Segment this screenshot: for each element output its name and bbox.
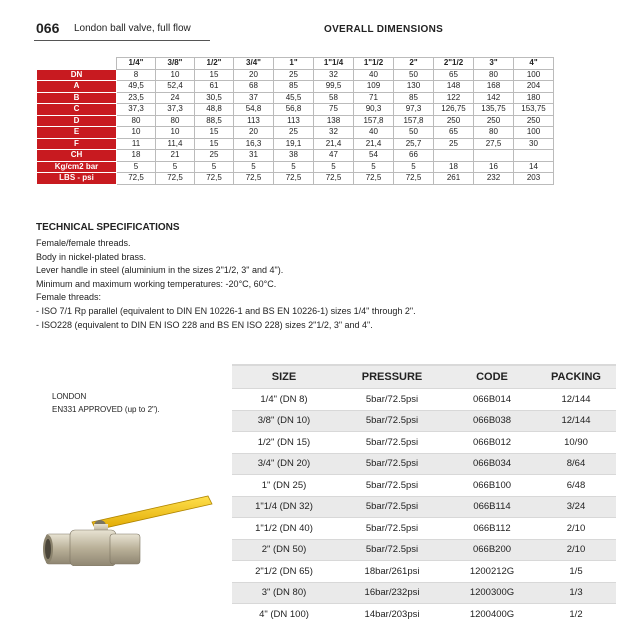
dimension-cell: 40 xyxy=(354,127,394,139)
dimension-cell: 80 xyxy=(474,127,514,139)
dimension-cell: 72,5 xyxy=(117,173,156,185)
pressure-cell: 5bar/72.5psi xyxy=(336,539,448,561)
dimension-cell: 16 xyxy=(474,161,514,173)
dimension-cell: 20 xyxy=(234,127,274,139)
dimension-cell xyxy=(434,150,474,162)
dimension-cell: 80 xyxy=(156,115,195,127)
table-row xyxy=(232,561,616,583)
code-cell: 1200300G xyxy=(448,582,536,604)
dimension-cell: 45,5 xyxy=(274,92,314,104)
code-cell: 1200212G xyxy=(448,561,536,583)
dimension-cell: 56,8 xyxy=(274,104,314,116)
dimension-cell: 204 xyxy=(514,81,554,93)
size-cell: 3/4" (DN 20) xyxy=(232,453,336,475)
dimension-cell: 19,1 xyxy=(274,138,314,150)
dimension-cell: 232 xyxy=(474,173,514,185)
dimension-cell: 142 xyxy=(474,92,514,104)
packing-cell: 12/144 xyxy=(536,389,616,411)
packing-cell: 8/64 xyxy=(536,453,616,475)
table-row xyxy=(232,496,616,518)
approval-note-line: EN331 APPROVED (up to 2"). xyxy=(52,405,160,414)
size-cell: 3" (DN 80) xyxy=(232,582,336,604)
dimension-cell: 25 xyxy=(274,69,314,81)
dimension-cell xyxy=(474,150,514,162)
spec-line: Lever handle in steel (aluminium in the sizes 2"1/2, 3" and 4"). xyxy=(36,265,284,276)
pressure-cell: 5bar/72.5psi xyxy=(336,389,448,411)
dimension-cell: 66 xyxy=(394,150,434,162)
dimension-row-label: E xyxy=(37,127,117,139)
table-row xyxy=(232,389,616,411)
dimension-cell: 72,5 xyxy=(394,173,434,185)
dimension-cell: 20 xyxy=(234,69,274,81)
dimension-cell: 72,5 xyxy=(274,173,314,185)
dimension-cell: 25,7 xyxy=(394,138,434,150)
dimension-cell: 75 xyxy=(314,104,354,116)
technical-specifications-title: TECHNICAL SPECIFICATIONS xyxy=(36,222,180,233)
dimension-size-header: 1" xyxy=(274,58,314,70)
dimension-cell: 14 xyxy=(514,161,554,173)
dimension-cell: 5 xyxy=(394,161,434,173)
packing-cell: 1/3 xyxy=(536,582,616,604)
size-cell: 1"1/2 (DN 40) xyxy=(232,518,336,540)
size-cell: 3/8" (DN 10) xyxy=(232,410,336,432)
column-header-pressure: PRESSURE xyxy=(336,365,448,389)
dimension-cell: 37,3 xyxy=(156,104,195,116)
dimension-cell: 130 xyxy=(394,81,434,93)
dimension-cell: 68 xyxy=(234,81,274,93)
dimension-cell: 65 xyxy=(434,127,474,139)
dimensions-corner-cell xyxy=(37,58,117,70)
pressure-cell: 5bar/72.5psi xyxy=(336,410,448,432)
dimension-cell: 80 xyxy=(474,69,514,81)
dimension-cell: 72,5 xyxy=(156,173,195,185)
pressure-cell: 5bar/72.5psi xyxy=(336,518,448,540)
dimension-size-header: 1/4" xyxy=(117,58,156,70)
dimension-cell: 72,5 xyxy=(195,173,234,185)
code-cell: 066B114 xyxy=(448,496,536,518)
dimension-cell: 21,4 xyxy=(314,138,354,150)
packing-cell: 2/10 xyxy=(536,539,616,561)
column-header-size: SIZE xyxy=(232,365,336,389)
dimension-cell: 15 xyxy=(195,138,234,150)
pressure-cell: 5bar/72.5psi xyxy=(336,432,448,454)
dimension-cell: 37,3 xyxy=(117,104,156,116)
dimension-size-header: 4" xyxy=(514,58,554,70)
dimension-cell: 5 xyxy=(354,161,394,173)
dimension-cell: 48,8 xyxy=(195,104,234,116)
dimension-cell: 18 xyxy=(434,161,474,173)
dimension-cell: 157,8 xyxy=(394,115,434,127)
size-cell: 1/2" (DN 15) xyxy=(232,432,336,454)
pressure-cell: 5bar/72.5psi xyxy=(336,453,448,475)
dimension-size-header: 2"1/2 xyxy=(434,58,474,70)
pressure-cell: 14bar/203psi xyxy=(336,604,448,625)
header-rule xyxy=(34,40,210,41)
code-cell: 066B012 xyxy=(448,432,536,454)
dimension-cell: 24 xyxy=(156,92,195,104)
table-row xyxy=(232,410,616,432)
dimension-cell: 5 xyxy=(234,161,274,173)
dimension-cell: 11 xyxy=(117,138,156,150)
size-cell: 1" (DN 25) xyxy=(232,475,336,497)
dimension-cell: 30 xyxy=(514,138,554,150)
dimension-cell: 61 xyxy=(195,81,234,93)
spec-line: - ISO228 (equivalent to DIN EN ISO 228 and BS EN ISO 228) sizes 2"1/2, 3" and 4". xyxy=(36,319,373,330)
size-cell: 4" (DN 100) xyxy=(232,604,336,625)
pressure-cell: 5bar/72.5psi xyxy=(336,496,448,518)
product-subtitle: London ball valve, full flow xyxy=(74,23,191,34)
dimension-cell: 30,5 xyxy=(195,92,234,104)
size-cell: 2"1/2 (DN 65) xyxy=(232,561,336,583)
dimension-cell: 99,5 xyxy=(314,81,354,93)
code-cell: 066B034 xyxy=(448,453,536,475)
dimension-cell: 50 xyxy=(394,127,434,139)
dimension-cell: 32 xyxy=(314,127,354,139)
dimension-cell: 250 xyxy=(474,115,514,127)
code-cell: 066B112 xyxy=(448,518,536,540)
dimension-cell: 65 xyxy=(434,69,474,81)
table-row xyxy=(232,582,616,604)
code-cell: 066B100 xyxy=(448,475,536,497)
dimensions-header-row xyxy=(37,58,554,70)
dimension-cell: 180 xyxy=(514,92,554,104)
dimension-cell: 100 xyxy=(514,69,554,81)
dimension-cell: 85 xyxy=(394,92,434,104)
dimension-size-header: 3/4" xyxy=(234,58,274,70)
dimension-row-label: DN xyxy=(37,69,117,81)
dimension-cell: 54,8 xyxy=(234,104,274,116)
dimension-cell: 153,75 xyxy=(514,104,554,116)
dimension-row xyxy=(37,69,554,81)
dimension-cell: 5 xyxy=(117,161,156,173)
dimension-size-header: 3" xyxy=(474,58,514,70)
dimension-cell: 54 xyxy=(354,150,394,162)
code-cell: 066B200 xyxy=(448,539,536,561)
dimension-row-label: F xyxy=(37,138,117,150)
dimension-cell: 16,3 xyxy=(234,138,274,150)
dimensions-table xyxy=(36,57,554,185)
dimension-cell: 122 xyxy=(434,92,474,104)
dimension-row-label: C xyxy=(37,104,117,116)
dimension-cell: 10 xyxy=(156,69,195,81)
dimension-row xyxy=(37,92,554,104)
dimension-cell: 80 xyxy=(117,115,156,127)
dimension-cell: 71 xyxy=(354,92,394,104)
dimension-cell: 113 xyxy=(274,115,314,127)
dimension-cell: 21,4 xyxy=(354,138,394,150)
spec-line: Female/female threads. xyxy=(36,238,131,248)
dimension-cell: 52,4 xyxy=(156,81,195,93)
packing-cell: 12/144 xyxy=(536,410,616,432)
dimension-cell: 38 xyxy=(274,150,314,162)
spec-line: Minimum and maximum working temperatures: -20°C, 60°C. xyxy=(36,278,277,289)
dimension-row-label: A xyxy=(37,81,117,93)
dimension-size-header: 3/8" xyxy=(156,58,195,70)
dimension-cell: 49,5 xyxy=(117,81,156,93)
column-header-packing: PACKING xyxy=(536,365,616,389)
product-table xyxy=(232,364,616,625)
dimension-cell: 109 xyxy=(354,81,394,93)
spec-line: - ISO 7/1 Rp parallel (equivalent to DIN EN 10226-1 and BS EN 10226-1) sizes 1/4" through 2". xyxy=(36,305,416,316)
dimension-cell: 85 xyxy=(274,81,314,93)
approval-note-line: LONDON xyxy=(52,392,87,401)
dimension-cell: 37 xyxy=(234,92,274,104)
table-row xyxy=(232,453,616,475)
dimension-cell: 97,3 xyxy=(394,104,434,116)
dimension-row-label: CH xyxy=(37,150,117,162)
dimension-cell: 15 xyxy=(195,127,234,139)
dimension-cell: 113 xyxy=(234,115,274,127)
dimension-cell: 90,3 xyxy=(354,104,394,116)
dimension-cell: 135,75 xyxy=(474,104,514,116)
table-row xyxy=(232,518,616,540)
dimension-cell: 168 xyxy=(474,81,514,93)
dimension-cell: 8 xyxy=(117,69,156,81)
spec-line: Body in nickel-plated brass. xyxy=(36,251,147,262)
code-cell: 066B038 xyxy=(448,410,536,432)
code-cell: 066B014 xyxy=(448,389,536,411)
pressure-cell: 16bar/232psi xyxy=(336,582,448,604)
pressure-cell: 18bar/261psi xyxy=(336,561,448,583)
dimension-cell: 5 xyxy=(314,161,354,173)
dimension-size-header: 1"1/4 xyxy=(314,58,354,70)
dimension-row-label: D xyxy=(37,115,117,127)
ball-valve-icon xyxy=(40,486,215,566)
dimension-cell: 15 xyxy=(195,69,234,81)
dimension-row xyxy=(37,173,554,185)
dimension-cell: 5 xyxy=(156,161,195,173)
approval-note xyxy=(52,390,160,416)
dimension-cell: 157,8 xyxy=(354,115,394,127)
dimension-cell: 25 xyxy=(274,127,314,139)
dimension-cell: 148 xyxy=(434,81,474,93)
section-title: OVERALL DIMENSIONS xyxy=(324,24,444,35)
dimension-cell: 25 xyxy=(195,150,234,162)
product-code: 066 xyxy=(36,20,60,36)
dimension-cell: 5 xyxy=(274,161,314,173)
dimension-row xyxy=(37,127,554,139)
dimension-row xyxy=(37,81,554,93)
product-table-header-row xyxy=(232,365,616,389)
dimension-row xyxy=(37,138,554,150)
dimension-size-header: 2" xyxy=(394,58,434,70)
dimension-cell: 72,5 xyxy=(314,173,354,185)
dimension-cell: 100 xyxy=(514,127,554,139)
column-header-code: CODE xyxy=(448,365,536,389)
dimension-cell: 32 xyxy=(314,69,354,81)
dimension-cell: 5 xyxy=(195,161,234,173)
size-cell: 2" (DN 50) xyxy=(232,539,336,561)
dimension-row-label: LBS - psi xyxy=(37,173,117,185)
size-cell: 1/4" (DN 8) xyxy=(232,389,336,411)
table-row xyxy=(232,604,616,625)
code-cell: 1200400G xyxy=(448,604,536,625)
dimension-cell xyxy=(514,150,554,162)
dimension-cell: 126,75 xyxy=(434,104,474,116)
packing-cell: 2/10 xyxy=(536,518,616,540)
technical-specifications-list xyxy=(36,237,416,332)
dimension-cell: 50 xyxy=(394,69,434,81)
dimension-cell: 10 xyxy=(117,127,156,139)
size-cell: 1"1/4 (DN 32) xyxy=(232,496,336,518)
dimension-cell: 261 xyxy=(434,173,474,185)
dimension-size-header: 1/2" xyxy=(195,58,234,70)
dimension-cell: 10 xyxy=(156,127,195,139)
dimension-cell: 47 xyxy=(314,150,354,162)
dimension-cell: 21 xyxy=(156,150,195,162)
table-row xyxy=(232,432,616,454)
pressure-cell: 5bar/72.5psi xyxy=(336,475,448,497)
table-row xyxy=(232,539,616,561)
dimension-cell: 88,5 xyxy=(195,115,234,127)
dimension-cell: 40 xyxy=(354,69,394,81)
dimension-row xyxy=(37,150,554,162)
dimension-cell: 250 xyxy=(434,115,474,127)
spec-line: Female threads: xyxy=(36,292,102,303)
dimension-cell: 58 xyxy=(314,92,354,104)
dimension-cell: 250 xyxy=(514,115,554,127)
dimension-row-label: B xyxy=(37,92,117,104)
dimension-cell: 11,4 xyxy=(156,138,195,150)
dimension-cell: 138 xyxy=(314,115,354,127)
dimension-cell: 18 xyxy=(117,150,156,162)
dimension-row xyxy=(37,115,554,127)
packing-cell: 3/24 xyxy=(536,496,616,518)
dimension-cell: 25 xyxy=(434,138,474,150)
dimension-cell: 31 xyxy=(234,150,274,162)
dimension-cell: 203 xyxy=(514,173,554,185)
dimension-row-label: Kg/cm2 bar xyxy=(37,161,117,173)
dimension-cell: 72,5 xyxy=(354,173,394,185)
dimension-row xyxy=(37,161,554,173)
packing-cell: 1/2 xyxy=(536,604,616,625)
dimension-cell: 72,5 xyxy=(234,173,274,185)
packing-cell: 10/90 xyxy=(536,432,616,454)
dimension-size-header: 1"1/2 xyxy=(354,58,394,70)
dimension-row xyxy=(37,104,554,116)
dimension-cell: 23,5 xyxy=(117,92,156,104)
table-row xyxy=(232,475,616,497)
packing-cell: 6/48 xyxy=(536,475,616,497)
packing-cell: 1/5 xyxy=(536,561,616,583)
dimension-cell: 27,5 xyxy=(474,138,514,150)
